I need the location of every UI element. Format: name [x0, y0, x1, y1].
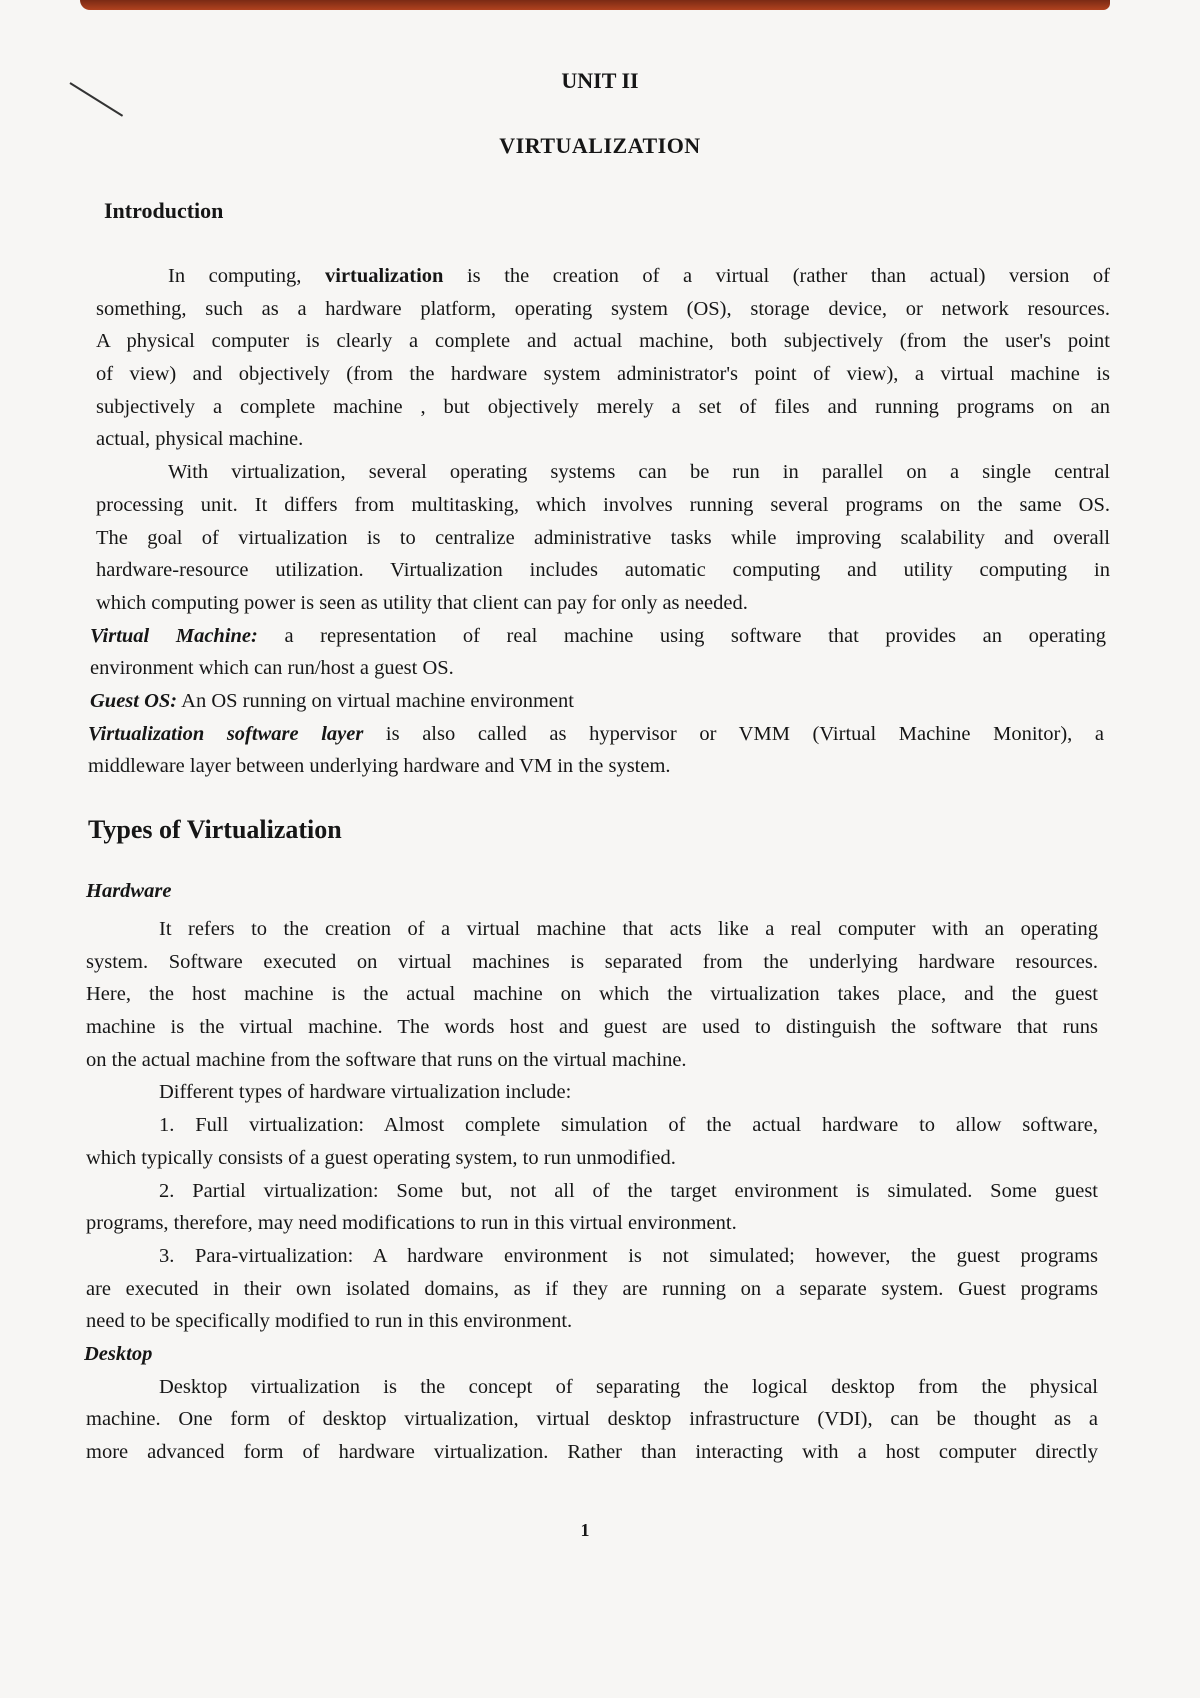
text-line: which typically consists of a guest operating system, to run unmodified. [86, 1146, 676, 1169]
text-line: In computing, virtualization is the creation of a virtual (rather than actual) version of [168, 265, 1110, 287]
list-item: 1. Full virtualization: Almost complete simulation of the actual hardware to allow software, [159, 1114, 1098, 1137]
page-title: VIRTUALIZATION [499, 133, 701, 158]
text-line: more advanced form of hardware virtualization. Rather than interacting with a host computer directly [86, 1441, 1098, 1463]
page-number: 1 [580, 1520, 590, 1540]
text-line: subjectively a complete machine , but objectively merely a set of files and running programs on an [96, 395, 1110, 418]
text-line: middleware layer between underlying hardware and VM in the system. [88, 755, 671, 778]
introduction-section [88, 260, 1110, 783]
hardware-heading: Hardware [86, 880, 172, 902]
text-line: Different types of hardware virtualization include: [159, 1081, 572, 1104]
text-line: hardware-resource utilization. Virtualization includes automatic computing and utility computing in [96, 559, 1110, 582]
text-line: machine is the virtual machine. The words host and guest are used to distinguish the software that runs [86, 1016, 1098, 1039]
types-heading: Types of Virtualization [88, 815, 342, 844]
text-line: something, such as a hardware platform, operating system (OS), storage device, or network resources. [96, 297, 1110, 320]
unit-label: UNIT II [561, 68, 639, 93]
guest-os-definition: Guest OS: An OS running on virtual machine environment [90, 689, 574, 712]
scan-edge [80, 0, 1110, 10]
text-line: It refers to the creation of a virtual machine that acts like a real computer with an operating [159, 918, 1098, 940]
text-line: machine. One form of desktop virtualization, virtual desktop infrastructure (VDI), can be thought as a [86, 1408, 1098, 1431]
text-line: Desktop virtualization is the concept of separating the logical desktop from the physical [159, 1375, 1098, 1398]
text-line: With virtualization, several operating systems can be run in parallel on a single central [168, 461, 1110, 484]
text-line: of view) and objectively (from the hardware system administrator's point of view), a virtual machine is [96, 363, 1110, 386]
text-line: system. Software executed on virtual machines is separated from the underlying hardware resources. [86, 950, 1098, 973]
hardware-section [86, 913, 1098, 1469]
text-line: which computing power is seen as utility that client can pay for only as needed. [96, 591, 748, 614]
text-line: environment which can run/host a guest OS. [90, 657, 454, 680]
list-item: 2. Partial virtualization: Some but, not all of the target environment is simulated. Some guest [159, 1179, 1098, 1202]
text-line: need to be specifically modified to run in this environment. [86, 1310, 573, 1333]
text-line: programs, therefore, may need modifications to run in this virtual environment. [86, 1212, 737, 1235]
text-line: processing unit. It differs from multitasking, which involves running several programs on the same OS. [96, 493, 1110, 516]
text-line: A physical computer is clearly a complete and actual machine, both subjectively (from the user's point [96, 330, 1110, 353]
text-line: actual, physical machine. [96, 428, 304, 451]
text-line: on the actual machine from the software that runs on the virtual machine. [86, 1048, 687, 1071]
virtualization-layer-definition: Virtualization software layer is also called as hypervisor or VMM (Virtual Machine Monitor), a [88, 722, 1104, 745]
text-line: The goal of virtualization is to centralize administrative tasks while improving scalability and overall [96, 526, 1110, 549]
text-line: Here, the host machine is the actual machine on which the virtualization takes place, and the guest [86, 983, 1098, 1006]
list-item: 3. Para-virtualization: A hardware environment is not simulated; however, the guest programs [159, 1244, 1098, 1267]
introduction-heading: Introduction [104, 198, 224, 223]
text-line: are executed in their own isolated domains, as if they are running on a separate system. Guest programs [86, 1277, 1098, 1300]
desktop-heading: Desktop [84, 1342, 153, 1365]
virtual-machine-definition: Virtual Machine: a representation of real machine using software that provides an operating [90, 624, 1106, 647]
